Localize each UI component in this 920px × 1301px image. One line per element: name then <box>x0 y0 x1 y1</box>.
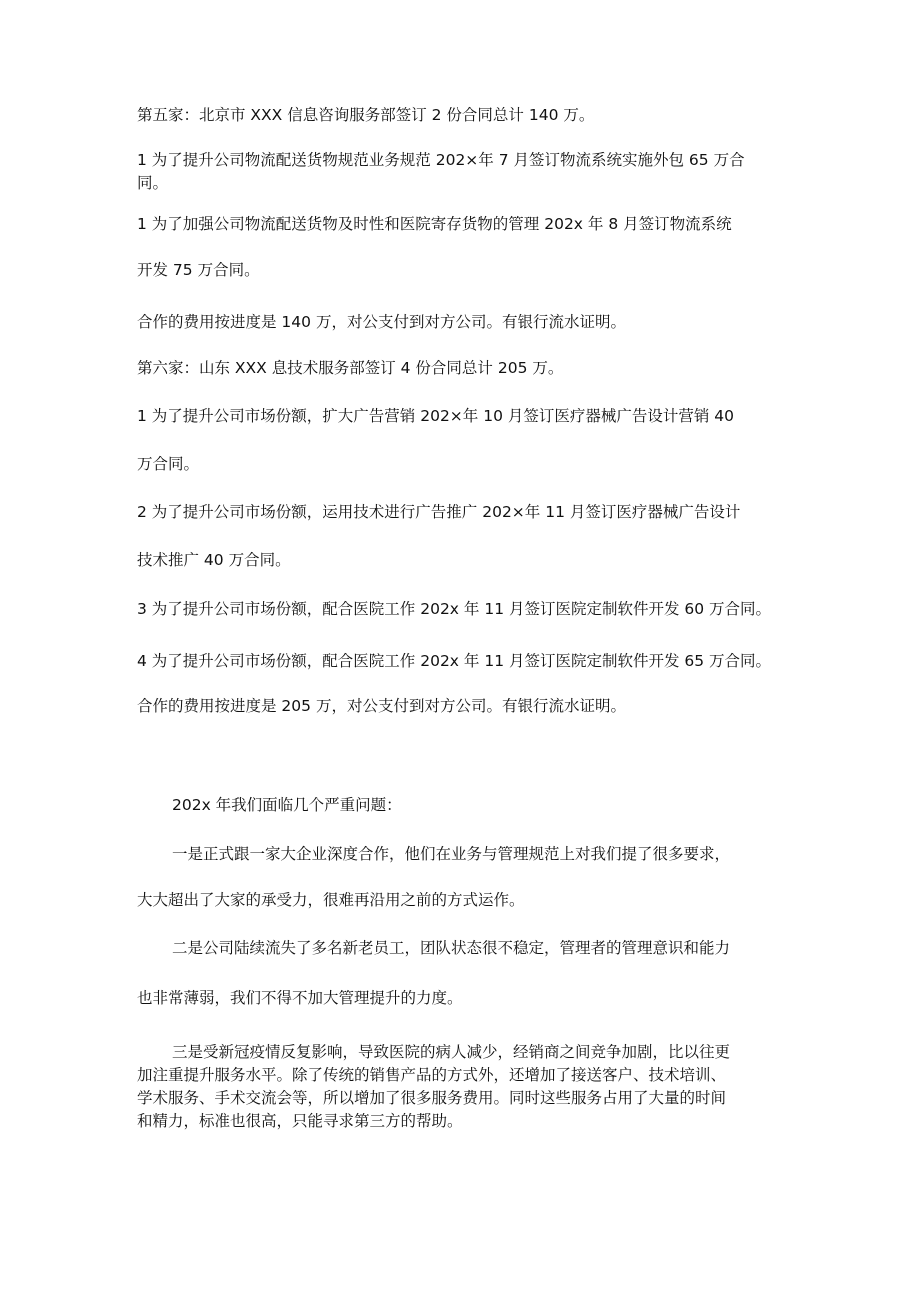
paragraph-item-1-line-1: 1 为了提升公司市场份额，扩大广告营销 202×年 10 月签订医疗器械广告设计营销 40 <box>137 407 735 425</box>
paragraph-item-4: 4 为了提升公司市场份额，配合医院工作 202x 年 11 月签订医院定制软件开发 65 万合同。 <box>137 652 772 670</box>
paragraph-item-1-line-2: 万合同。 <box>137 455 200 473</box>
problem-1-line-1: 一是正式跟一家大企业深度合作，他们在业务与管理规范上对我们提了很多要求， <box>172 845 731 863</box>
problem-3-line-4: 和精力，标准也很高，只能寻求第三方的帮助。 <box>137 1112 463 1130</box>
problem-2-line-1: 二是公司陆续流失了多名新老员工，团队状态很不稳定，管理者的管理意识和能力 <box>172 939 731 957</box>
paragraph-fifth-payment: 合作的费用按进度是 140 万，对公支付到对方公司。有银行流水证明。 <box>137 313 626 331</box>
paragraph-sixth-company: 第六家：山东 XXX 息技术服务部签订 4 份合同总计 205 万。 <box>137 359 564 377</box>
paragraph-fifth-company: 第五家：北京市 XXX 信息咨询服务部签订 2 份合同总计 140 万。 <box>137 106 595 124</box>
paragraph-item-1a-line-1: 1 为了提升公司物流配送货物规范业务规范 202×年 7 月签订物流系统实施外包 65 万合 <box>137 151 745 169</box>
problem-2-line-2: 也非常薄弱，我们不得不加大管理提升的力度。 <box>137 989 463 1007</box>
problem-3-line-2: 加注重提升服务水平。除了传统的销售产品的方式外，还增加了接送客户、技术培训、 <box>137 1066 727 1084</box>
paragraph-item-2-line-1: 2 为了提升公司市场份额，运用技术进行广告推广 202×年 11 月签订医疗器械广告设计 <box>137 503 741 521</box>
paragraph-item-1b-line-1: 1 为了加强公司物流配送货物及时性和医院寄存货物的管理 202x 年 8 月签订物流系统 <box>137 215 732 233</box>
paragraph-sixth-payment: 合作的费用按进度是 205 万，对公支付到对方公司。有银行流水证明。 <box>137 697 626 715</box>
problem-3-line-1: 三是受新冠疫情反复影响，导致医院的病人减少，经销商之间竞争加剧，比以往更 <box>172 1043 731 1061</box>
problem-3-line-3: 学术服务、手术交流会等，所以增加了很多服务费用。同时这些服务占用了大量的时间 <box>137 1089 727 1107</box>
paragraph-item-3: 3 为了提升公司市场份额，配合医院工作 202x 年 11 月签订医院定制软件开发 60 万合同。 <box>137 600 772 618</box>
paragraph-item-1b-line-2: 开发 75 万合同。 <box>137 261 260 279</box>
problem-1-line-2: 大大超出了大家的承受力，很难再沿用之前的方式运作。 <box>137 891 525 909</box>
problems-heading: 202x 年我们面临几个严重问题： <box>172 796 402 814</box>
paragraph-item-1a-line-2: 同。 <box>137 174 169 192</box>
paragraph-item-2-line-2: 技术推广 40 万合同。 <box>137 551 291 569</box>
